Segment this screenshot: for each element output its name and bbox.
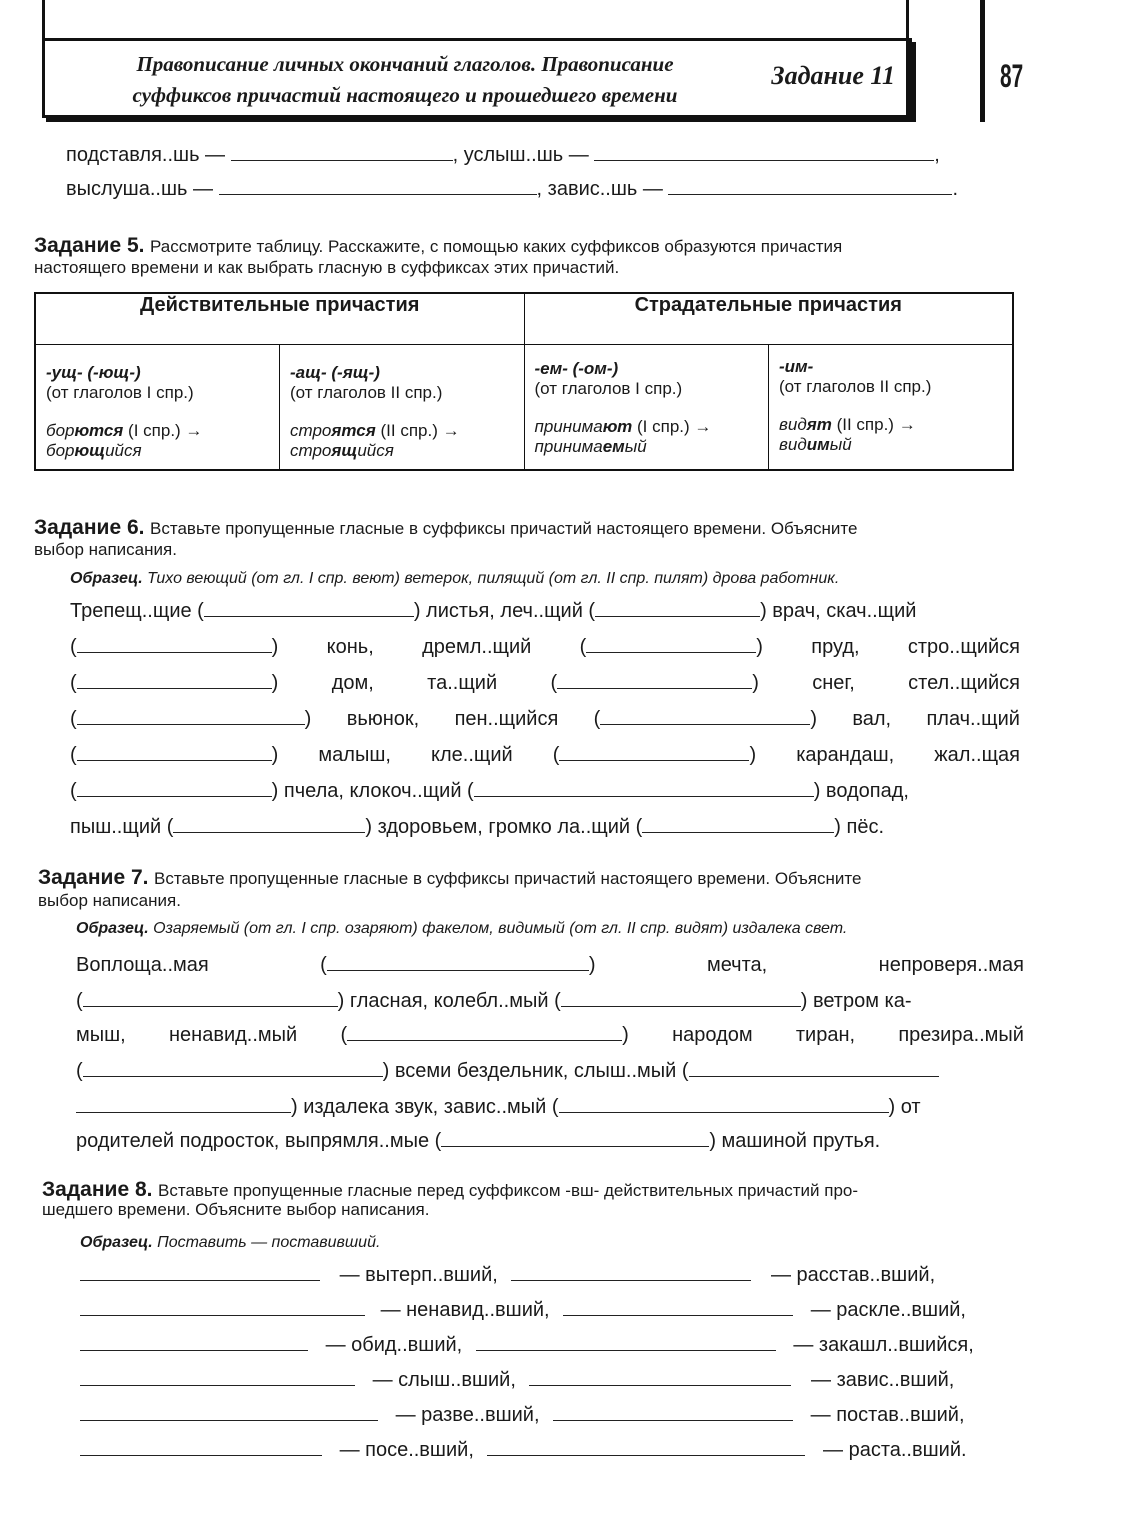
answer-blank[interactable] [80,1332,308,1351]
task5-heading: Задание 5. [34,234,145,257]
page-number: 87 [1000,58,1024,94]
answer-blank[interactable] [80,1297,365,1316]
task8-row-2: — ненавид..вший, — раскле..вший, [80,1297,1127,1322]
answer-blank[interactable] [559,1094,889,1113]
task7-row-5: ) издалека звук, завис..мый ( ) от [76,1094,1024,1119]
task7-line1 [38,866,1127,890]
example-participle: принимаемый [534,437,647,456]
task6-row-3: ( ) дом, та..щий ( ) снег, стел..щийся [70,672,1020,694]
header-title-line1: Правописание личных окончаний глаголов. Правописание [136,52,674,76]
example-label: Образец. [76,920,149,937]
punct: . [952,178,959,200]
example-verb: борются (I спр.) → [46,421,203,440]
task8-row-1: — вытерп..вший, — расстав..вший, [80,1262,1127,1287]
task6-row-5: ( ) малыш, кле..щий ( ) карандаш, жал..щая [70,744,1020,766]
suffix: -ущ- (-ющ-) [46,363,141,382]
answer-blank[interactable] [594,142,934,161]
answer-blank[interactable] [80,1262,320,1281]
answer-blank[interactable] [511,1262,751,1281]
answer-blank[interactable] [529,1367,791,1386]
answer-blank[interactable] [559,742,749,761]
answer-blank[interactable] [642,814,834,833]
answer-blank[interactable] [231,142,453,161]
left-margin-line [42,0,45,40]
task7-row-2: ( ) гласная, колебл..мый ( ) ветром ка- [76,990,912,1012]
suffix: -ем- (-ом-) [534,359,619,378]
task6-row-1: Трепещ..щие ( ) листья, леч..щий ( ) врач, скач..щий [70,600,917,622]
header-title-line2: суффиксов причастий настоящего и прошедшего времени [132,83,678,107]
suffix: -им- [779,357,814,376]
active-participles-header: Действительные причастия [35,293,524,345]
task6-heading: Задание 6. [34,516,145,539]
example-participle: видимый [779,435,852,454]
task8-heading: Задание 8. [42,1178,153,1201]
word: , услыш..шь — [452,144,589,166]
table-cell-em [524,345,769,471]
suffix: -ащ- (-ящ-) [290,363,380,382]
answer-blank[interactable] [553,1402,793,1421]
suffix-note: (от глаголов I спр.) [534,379,683,398]
task7-heading: Задание 7. [38,866,149,889]
task7-text1: Вставьте пропущенные гласные в суффиксы причастий настоящего времени. Объясните [154,869,862,888]
example-verb: принимают (I спр.) → [534,417,712,436]
answer-blank[interactable] [219,176,537,195]
word: выслуша..шь — [66,178,213,200]
answer-blank[interactable] [327,952,589,971]
example-participle: строящийся [290,441,394,460]
task5-text1: Рассмотрите таблицу. Расскажите, с помощью каких суффиксов образуются причастия [150,237,843,256]
answer-blank[interactable] [204,598,414,617]
top-line-1 [66,142,1127,167]
answer-blank[interactable] [76,1094,291,1113]
answer-blank[interactable] [77,706,305,725]
page-divider-line [980,0,985,122]
answer-blank[interactable] [83,1058,383,1077]
task6-line1 [34,516,1127,540]
task8-line1 [42,1178,1127,1202]
participle-suffix-table [34,292,1014,471]
task7-row-4: ( ) всеми бездельник, слыш..мый ( [76,1058,1024,1083]
answer-blank[interactable] [80,1437,322,1456]
task8-line2: шедшего времени. Объясните выбор написания. [42,1200,430,1219]
answer-blank[interactable] [77,742,272,761]
task6-row-6: ( ) пчела, клокоч..щий ( ) водопад, [70,780,909,802]
task7-row-3: мыш, ненавид..мый ( ) народом тиран, презира..мый [76,1024,1024,1046]
answer-blank[interactable] [668,176,952,195]
task5-line1 [34,234,1127,258]
answer-blank[interactable] [563,1297,793,1316]
task7-row-6: родителей подросток, выпрямля..мые ( ) машиной прутья. [76,1130,881,1152]
answer-blank[interactable] [441,1128,709,1147]
task6-text1: Вставьте пропущенные гласные в суффиксы причастий настоящего времени. Объясните [150,519,858,538]
suffix-note: (от глаголов II спр.) [290,383,443,402]
table-cell-im [769,345,1014,471]
answer-blank[interactable] [173,814,365,833]
suffix-note: (от глаголов I спр.) [46,383,194,402]
header-box [42,38,912,118]
passive-participles-header: Страдательные причастия [524,293,1013,345]
task8-row-4: — слыш..вший, — завис..вший, [80,1367,1127,1392]
word: подставля..шь — [66,144,226,166]
answer-blank[interactable] [80,1367,355,1386]
example-text: Тихо веющий (от гл. I спр. веют) ветерок, пилящий (от гл. II спр. пилят) дрова работник. [147,570,840,587]
task7-example [76,920,1127,938]
answer-blank[interactable] [77,778,272,797]
task7-line2: выбор написания. [38,891,181,910]
task6-line2: выбор написания. [34,540,177,559]
answer-blank[interactable] [689,1058,939,1077]
example-participle: борющийся [46,441,142,460]
answer-blank[interactable] [600,706,810,725]
task6-row-7: пыш..щий ( ) здоровьем, громко ла..щий ( ) пёс. [70,816,885,838]
answer-blank[interactable] [77,634,272,653]
table-cell-ashch [280,345,525,471]
header-title [85,49,725,111]
answer-blank[interactable] [474,778,814,797]
task8-row-6: — посе..вший, — раста..вший. [80,1437,1127,1462]
example-verb: строятся (II спр.) → [290,421,460,440]
task6-row-4: ( ) вьюнок, пен..щийся ( ) вал, плач..щий [70,708,1020,730]
task5-line2: настоящего времени и как выбрать гласную в суффиксах этих причастий. [34,258,620,277]
task6-example [70,570,1127,588]
answer-blank[interactable] [347,1022,622,1041]
answer-blank[interactable] [595,598,760,617]
answer-blank[interactable] [476,1332,776,1351]
example-text: Озаряемый (от гл. I спр. озаряют) факелом, видимый (от гл. II спр. видят) издалека свет. [153,920,848,937]
answer-blank[interactable] [586,634,756,653]
example-label: Образец. [70,570,143,587]
header-task-label: Задание 11 [771,61,895,90]
task8-text1: Вставьте пропущенные гласные перед суффиксом -вш- действительных причастий про- [158,1181,859,1200]
task8-example [80,1234,1127,1252]
suffix-note: (от глаголов II спр.) [779,377,932,396]
task8-row-3: — обид..вший, — закашл..вшийся, [80,1332,1127,1357]
example-label: Образец. [80,1234,153,1251]
word: , завис..шь — [536,178,663,200]
task7-row-1: Воплоща..мая ( ) мечта, непроверя..мая [76,954,1024,976]
answer-blank[interactable] [487,1437,805,1456]
table-cell-ushch [35,345,280,471]
top-line-2 [66,176,1127,201]
answer-blank[interactable] [83,988,338,1007]
punct: , [934,144,940,166]
example-verb: видят (II спр.) → [779,415,916,434]
answer-blank[interactable] [77,670,272,689]
task8-row-5: — разве..вший, — постав..вший, [80,1402,1127,1427]
answer-blank[interactable] [557,670,752,689]
example-text: Поставить — поставивший. [157,1234,381,1251]
task6-row-2: ( ) конь, дремл..щий ( ) пруд, стро..щийся [70,636,1020,658]
answer-blank[interactable] [80,1402,378,1421]
answer-blank[interactable] [561,988,801,1007]
